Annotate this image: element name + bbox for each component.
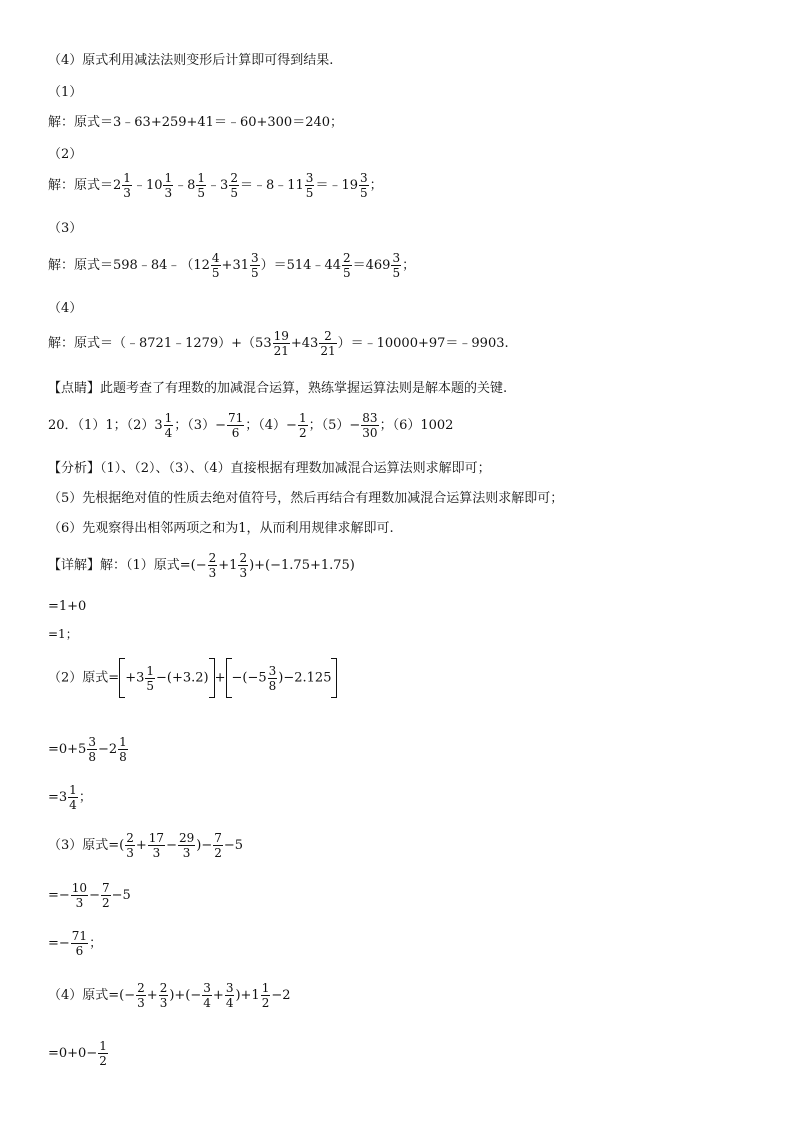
- punctuation: ；: [402, 258, 416, 273]
- analysis-line-2: （5）先根据绝对值的性质去绝对值符号，然后再结合有理数加减混合运算法则求解即可；: [48, 491, 564, 506]
- step-1-2: =1；: [48, 627, 78, 641]
- minus-sign: −: [215, 418, 226, 433]
- term: −: [166, 838, 177, 853]
- fraction: $\frac{2}{5}$: [342, 251, 351, 280]
- step-1-1: =1+0: [48, 599, 87, 614]
- fraction: $\frac{71}{6}$: [227, 411, 244, 440]
- fraction: $\frac{2}{5}$: [230, 171, 238, 200]
- term: )+1: [235, 988, 260, 1003]
- part-4-label: （4）: [48, 301, 83, 316]
- fraction: $\frac{1}{4}$: [69, 783, 77, 812]
- term: +31: [221, 258, 249, 273]
- detail-part-4: [48, 982, 291, 1009]
- term: −2: [271, 988, 291, 1003]
- part-3-label: （3）: [48, 221, 83, 236]
- term: +: [135, 838, 147, 853]
- answer-3-label: ；（3）: [174, 418, 216, 433]
- part-2-label: （2）: [48, 147, 83, 162]
- fraction: $\frac{3}{8}$: [88, 735, 96, 764]
- term: ）＝514﹣44: [260, 258, 341, 273]
- term: −2: [97, 742, 118, 757]
- solution-lead: 解：原式＝598﹣84﹣（12: [48, 258, 210, 273]
- hint-4: （4）原式利用减法法则变形后计算即可得到结果.: [48, 53, 334, 68]
- term: ﹣3: [207, 178, 229, 193]
- detail-part-1: [48, 552, 355, 579]
- step-3-1: [48, 882, 131, 909]
- question-number: 20．: [48, 418, 78, 433]
- part-2-solution: [48, 172, 383, 199]
- term: =(−: [108, 988, 136, 1003]
- part-1-label: （1）: [48, 85, 83, 100]
- part-4-solution: [48, 330, 509, 357]
- term: )−2.125: [278, 670, 332, 686]
- fraction: $\frac{83}{30}$: [362, 411, 378, 440]
- term: ＝﹣19: [315, 178, 358, 193]
- minus-sign: −: [349, 418, 361, 433]
- fraction: $\frac{19}{21}$: [273, 329, 289, 358]
- term: =−: [48, 936, 70, 951]
- term: ）＝﹣10000+97＝﹣9903.: [337, 336, 509, 351]
- equals-sign: =: [108, 670, 120, 686]
- fraction: $\frac{2}{21}$: [320, 329, 336, 358]
- term: −5: [111, 888, 131, 903]
- question-20-answers: [48, 412, 453, 439]
- fraction: $\frac{3}{5}$: [392, 251, 401, 280]
- term: −(+3.2): [156, 670, 209, 686]
- term: −: [89, 888, 100, 903]
- detail-part-3: [48, 832, 243, 859]
- fraction: $\frac{17}{3}$: [148, 831, 165, 860]
- term: =(: [108, 838, 125, 853]
- fraction: $\frac{2}{3}$: [159, 981, 168, 1010]
- part-lead: （4）原式: [48, 988, 109, 1003]
- step-3-2: [48, 930, 102, 957]
- fraction: $\frac{7}{2}$: [101, 881, 110, 910]
- fraction: $\frac{3}{4}$: [203, 981, 211, 1010]
- fraction: $\frac{3}{5}$: [359, 171, 368, 200]
- answer-4-label: ；（4）: [245, 418, 287, 433]
- fraction: $\frac{2}{3}$: [208, 551, 217, 580]
- fraction: $\frac{1}{2}$: [261, 981, 270, 1010]
- term: +1: [218, 558, 238, 573]
- term: −(−5: [231, 670, 267, 686]
- term: =0+5: [48, 742, 87, 757]
- answer-5-label: ；（5）: [308, 418, 350, 433]
- fraction: $\frac{3}{5}$: [305, 171, 314, 200]
- fraction: $\frac{2}{3}$: [239, 551, 248, 580]
- fraction: $\frac{1}{8}$: [119, 735, 127, 764]
- fraction: $\frac{1}{4}$: [164, 411, 173, 440]
- term: =−: [48, 888, 70, 903]
- fraction: $\frac{1}{3}$: [164, 171, 173, 200]
- part-lead: （3）原式: [48, 838, 109, 853]
- key-point-comment: 【点睛】此题考查了有理数的加减混合运算，熟练掌握运算法则是解本题的关键.: [48, 381, 508, 396]
- term: +: [146, 988, 158, 1003]
- term: )+(−1.75+1.75): [249, 558, 355, 573]
- step-4-1: [48, 1040, 109, 1067]
- right-bracket: [331, 658, 337, 698]
- minus-sign: −: [286, 418, 297, 433]
- term: )−: [196, 838, 213, 853]
- term: +3: [125, 670, 145, 686]
- term: =0+0−: [48, 1046, 98, 1061]
- detail-lead: 【详解】解：（1）原式: [48, 558, 180, 573]
- fraction: $\frac{1}{5}$: [146, 663, 154, 693]
- term: ＝469: [352, 258, 391, 273]
- term: =(−: [179, 558, 207, 573]
- punctuation: ；: [369, 178, 383, 193]
- fraction: $\frac{2}{3}$: [137, 981, 145, 1010]
- term: ＝﹣8﹣11: [239, 178, 304, 193]
- fraction: $\frac{1}{2}$: [298, 411, 307, 440]
- answer-6: ；（6）1002: [379, 418, 454, 433]
- part-1-solution: 解：原式＝3﹣63+259+41＝﹣60+300＝240；: [48, 115, 344, 130]
- fraction: $\frac{3}{4}$: [225, 981, 234, 1010]
- solution-lead: 解：原式＝（﹣8721﹣1279）+（53: [48, 336, 272, 351]
- fraction: $\frac{1}{5}$: [197, 171, 206, 200]
- plus-sign: +: [214, 670, 226, 686]
- fraction: $\frac{7}{2}$: [214, 831, 222, 860]
- part-3-solution: [48, 252, 415, 279]
- solution-lead: 解：原式＝: [48, 178, 114, 193]
- analysis-line-3: （6）先观察得出相邻两项之和为1，从而利用规律求解即可.: [48, 521, 394, 536]
- term: ﹣10: [132, 178, 163, 193]
- fraction: $\frac{3}{8}$: [268, 663, 277, 693]
- fraction: $\frac{1}{2}$: [99, 1039, 107, 1068]
- term: ﹣8: [174, 178, 196, 193]
- term: +: [212, 988, 224, 1003]
- step-2-2: [48, 784, 92, 811]
- analysis-line-1: 【分析】（1）、（2）、（3）、（4）直接根据有理数加减混合运算法则求解即可；: [48, 461, 491, 476]
- fraction: $\frac{4}{5}$: [211, 251, 220, 280]
- fraction: $\frac{71}{6}$: [71, 929, 88, 958]
- answer-2-label: （2）: [126, 418, 155, 433]
- term: −5: [223, 838, 244, 853]
- fraction: $\frac{1}{3}$: [123, 171, 131, 200]
- term: )+(−: [169, 988, 202, 1003]
- term: +43: [290, 336, 319, 351]
- fraction: $\frac{10}{3}$: [71, 881, 88, 910]
- fraction: $\frac{3}{5}$: [250, 251, 259, 280]
- part-lead: （2）原式: [48, 670, 109, 686]
- term: =3: [48, 790, 68, 805]
- fraction: $\frac{29}{3}$: [178, 831, 195, 860]
- answer-1: （1）1；: [77, 418, 127, 433]
- punctuation: ；: [89, 936, 103, 951]
- punctuation: ；: [78, 790, 92, 805]
- whole-part: 2: [113, 178, 122, 193]
- whole-part: 3: [154, 418, 163, 433]
- fraction: $\frac{2}{3}$: [126, 831, 134, 860]
- step-2-1: [48, 736, 129, 763]
- detail-part-2: [48, 658, 337, 698]
